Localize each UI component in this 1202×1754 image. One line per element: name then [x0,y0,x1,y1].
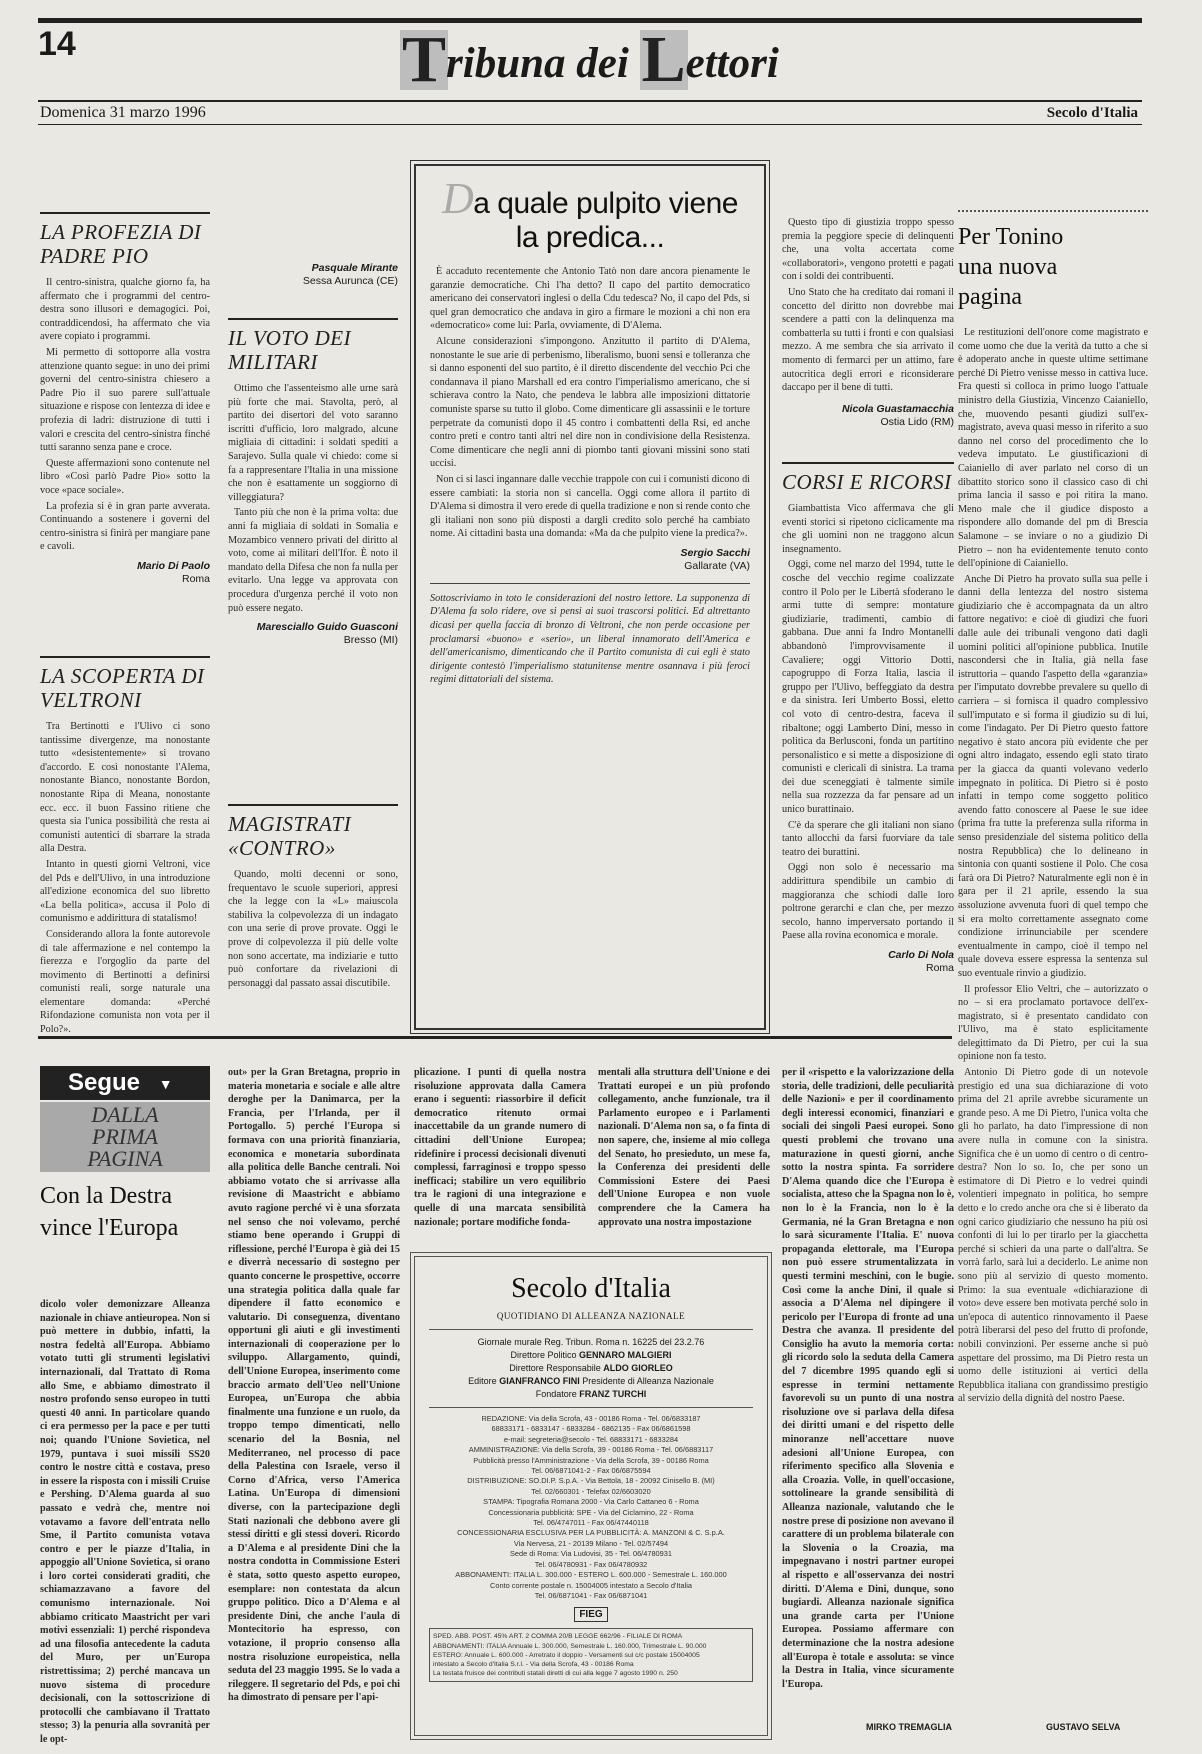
prima-pagina-line: DALLA [91,1102,159,1127]
masthead-registration: Giornale murale Reg. Tribun. Roma n. 16225 del 23.2.76 [477,1337,705,1347]
letter-paragraph: C'è da sperare che gli italiani non siano tanto allocchi da farsi fuorviare da tale teatro dei burattini. [782,819,954,858]
letter-veltroni [40,656,210,1039]
prima-pagina-line: PAGINA [87,1146,163,1171]
continued-col-3 [414,1066,586,1228]
letter-veltroni-signature [228,262,398,288]
section-title-part1: ribuna dei [446,40,640,87]
letter-kicker: LA PROFEZIA DI PADRE PIO [40,212,210,268]
issue-date: Domenica 31 marzo 1996 [40,104,206,121]
letter-city: Bresso (MI) [343,634,398,647]
masthead-detail-line: Tel. 06/4780931 - Fax 06/4780932 [534,1559,648,1569]
continued-text: per il «rispetto e la valorizzazione della storia, delle tradizioni, delle peculiarità delle Nazioni» e per il coordinamento degli interessi economici, finanziari e sociali dei singoli Paesi europei. Sono questi problemi che trovano una maturazione in questi giorni, anche sotto la nostra spinta. Fa sorridere D'Alema quando dice che l'Europa è socialista, atteso che la Spagna non lo è, non lo è la Francia, non lo è la Germania, né la Gran Bretagna e non lo sarà sicuramente l'Italia. E' nuova propaganda elettorale, ma l'Europa non può essere strumentalizzata in questi termini meschini, con le bugie. Così come la anche Dini, il quale si associa a D'Alema nel dipingere il pericolo per l'Europa di fronte ad una Destra che avanza. Il presidente del Consiglio ha avuto la memoria corta: gli ricordo solo la seduta della Camera del 7 dicembre 1995 quando egli si espresse in termini nettamente favorevoli su un punto di una nostra risoluzione ove si parlava della difesa dei diritti umani e del rispetto delle minoranze nell'accettare nuove adesioni all'Unione Europea, con riferimento specifico alla Slovenia e alla Croazia. Volle, in quell'occasione, sottolineare la grande sensibilità di Alleanza nazionale, valutando che le nostre prese di posizione non avevano il carattere di un problema bilaterale con la Slovenia o la Croazia, ma impegnavano i nostri partner europei al rispetto e all'osservanza dei nostri diritti. D'Alema e Dini, dunque, sono bugiardi. Alleanza nazionale significa una grande carta per l'Unione Europea. Possiamo affermare con determinazione che la nostra adesione all'Europa è totale e assoluta: se vince la Destra in Italia, vince sicuramente l'Europa. [782,1067,954,1690]
masthead-subtitle: QUOTIDIANO DI ALLEANZA NAZIONALE [496,1311,686,1321]
letter-magistrati [228,804,398,992]
masthead-box [414,1256,768,1736]
director-name: GENNARO MALGIERI [579,1350,672,1360]
masthead-detail-line: 68833171 - 6833147 - 6833284 - 6862135 - Fax 06/6861598 [491,1424,691,1434]
section-divider [38,1036,952,1039]
letter-paragraph: Il centro-sinistra, qualche giorno fa, ha affermato che i programmi del centro-destra sono illusori e demagogici. Poi, contraddicendosi, ha affermato che vìa avere copiato i programmi. [40,277,210,343]
header-rule-2 [38,124,1142,125]
continued-text: out» per la Gran Bretagna, proprio in materia monetaria e sociale e alle altre deroghe per la Danimarca, per la Francia, per l'Irlanda, per il Portogallo. 5) perché l'Europa si formava con una priorità finanziaria, economica e monetaria subordinata alla politica delle Banche centrali. Noi abbiamo votato che si arrivasse alla revisione di Maastricht e abbiamo avuto ragione perché vi è una sforzata nel senso che noi volevamo, perché stiamo bene operando i Gruppi di riflessione, perché l'Europa è già dei 15 e diverrà necessario di sostegno per quanto concerne le prospettive, occorre una strategia politica dalla quale far dipendere il fatto economico e valutario. Di conseguenza, diventano opportuni gli aiuti e gli investimenti internazionali di cooperazione per lo sviluppo. Allargamento, quindi, dell'Unione Europea, inserimento come braccio armato dell'Ueo nell'Unione Europea, un'Europa che abbia finalmente una funzione e un ruolo, da troppo tempo dimenticati, nello scenario del la Bosnia, nel Mediterraneo, nel processo di pace della Palestina con Israele, verso il Corno d'Africa, verso l'America Latina. Un'Europa di dimensioni diverse, con la partecipazione degli Stati nazionali che debbono avere gli stessi diritti e gli stessi doveri. Ricordo a D'Alema e al presidente Dini che la nostra condotta in Commissione Esteri è stata, sotto questo aspetto europeo, esemplare: non contestata da alcun gruppo politico. Dico a D'Alema e al presidente Dini, che anche l'aula di Montecitorio ha espresso, con votazione, il proprio consenso alla nostra risoluzione europeistica, nella seduta del 23 maggio 1995. Se lo vada a rileggere. Il segretario del Pds, e poi chi ha dimostrato di pensare per l'api- [228,1067,400,1704]
masthead-detail-line: Tel. 06/6871041-2 - Fax 06/6875594 [531,1466,651,1476]
letter-paragraph: Uno Stato che ha creditato dai romani il concetto del diritto non dovrebbe mai scendere a patti con la delinquenza ma combatterla su tutti i fronti e con qualsiasi mezzo. A me sembra che sia arrivato il momento di fermarci per un attimo, fare autocritica degli errori e riconsiderare daccapo per il bene di tutti. [782,286,954,394]
letter-paragraph: Intanto in questi giorni Veltroni, vice del Pds e dell'Ulivo, in una introduzione all'edizione economica del suo libretto «La bella politica», accusa il Polo di comunismo e addirittura di statalismo! [40,858,210,925]
tonino-paragraph: Antonio Di Pietro gode di un notevole prestigio ed una sua dichiarazione di voto prima del 21 aprile avrebbe sicuramente un grande peso. A me Di Pietro, l'unica volta che gli ho parlato, ha dato l'impressione di non avere nulla in comune con la sinistra. Significa che è un uomo di centro o di centro-destra? Non lo so. Io, che per sono un estimatore di Di Pietro e lo vedrei quindi volentieri impegnato in politica, ho sempre detto e lo credo anche ora che si è liberato da ogni carico giudiziario che nessuno ha più osi confonti di lui lo per tirarlo per la giacchetta perché si schieri da una parte o dall'altra. Se vorrà farlo, sarà lui a deciderlo. Le anime non sono più al servizio di questo momento. Primo: la sua eventuale «dichiarazione di voto» deve essere ben motivata perché solo in un'epoca di autentico rinnovamento il Paese potrà liberarsi del peso del frutto di profonde, nobili convinzioni. Per esserne anche si può aspettare del prossimo, ma Di Pietro resta un uomo delle istituzioni ai vertici della Repubblica italiana con grandissimo prestigio al servizio della dignità del nostro Paese. [958,1067,1148,1405]
masthead-footer-line: La testata fruisce dei contributi statali diretti di cui alla legge 7 agosto 1990 n. 250 [433,1670,678,1678]
letter-paragraph: Giambattista Vico affermava che gli eventi storici si ripetono ciclicamente ma che gli uomini non ne traggono alcun insegnamento. [782,503,954,555]
editor-note: Sottoscriviamo in toto le considerazioni del nostro lettore. La supponenza di D'Alema fa solo ridere, ove si pensi ai suoi trascorsi politici. Ed altrettanto dicasi per quella faccia di bronzo di Veltroni, che non perde occasione per proclamarsi «buono» e «serio», un liberal innamorato dell'America e dell'americanismo, dimenticando che il Partito comunista di cui egli è stato dirigente contestò l'imperialismo statunitense mentre osannava i più feroci regimi dittatoriali del sistema. [430,583,750,687]
letter-signature: Carlo Di Nola [888,949,954,961]
masthead-detail-line: Tel. 02/660301 - Telefax 02/6603020 [531,1486,651,1496]
letter-city: Sessa Aurunca (CE) [302,275,398,287]
continued-title: Con la Destra vince l'Europa [40,1183,179,1241]
masthead-detail-line: Conto corrente postale n. 15004005 intestato a Secolo d'Italia [490,1580,692,1590]
masthead-details [429,1414,753,1601]
masthead-detail-line: CONCESSIONARIA ESCLUSIVA PER LA PUBBLICITÀ: A. MANZONI & C. S.p.A. [457,1528,725,1538]
masthead-detail-line: DISTRIBUZIONE: SO.DI.P. S.p.A. - Via Bettola, 18 - 20092 Cinisello B. (MI) [467,1476,715,1486]
newspaper-name: Secolo d'Italia [1046,105,1138,121]
masthead-detail-line: Tel. 06/6871041 - Fax 06/6871041 [534,1590,648,1600]
featured-paragraph: Non ci si lasci ingannare dalle vecchie trappole con cui i comunisti dicono di essere cambiati: la storia non si cancella. Oggi come allora il partito di D'Alema si dimostra il vero erede di quella tradizione e non si rende conto che gli italiani non sono più disposti a dargli credito solo perché ha cambiato nome. Ai cittadini basta una domanda: «Ma da che pulpito viene la predica?». [430,473,750,540]
masthead-detail-line: Sede di Roma: Via Ludovisi, 35 - Tel. 06/4780931 [509,1549,673,1559]
publisher-name: GIANFRANCO FINI [499,1376,580,1386]
masthead-detail-line: AMMINISTRAZIONE: Via della Scrofa, 39 - 00186 Roma - Tel. 06/6883117 [468,1445,714,1455]
manager-name: ALDO GIORLEO [603,1363,673,1373]
section-title-part2: ettori [685,40,779,87]
letter-city: Ostia Lido (RM) [880,415,954,428]
masthead-detail-line: e-mail: segreteria@secolo - Tel. 68833171 - 6833284 [503,1434,679,1444]
continued-col-4 [598,1066,770,1228]
publisher-label: Editore [468,1376,497,1386]
masthead-detail-line: Concessionaria pubblicità: SPE - Via del Ciclamino, 22 - Roma [488,1507,694,1517]
masthead-detail-line: REDAZIONE: Via della Scrofa, 43 - 00186 Roma - Tel. 06/6833187 [481,1414,701,1423]
letter-city: Roma [181,572,210,585]
masthead-footer-line: SPED. ABB. POST. 45% ART. 2 COMMA 20/B LEGGE 662/96 - FILIALE DI ROMA [433,1633,683,1641]
letter-signature: Mario Di Paolo [137,559,210,572]
featured-signature: Sergio Sacchi [680,546,750,559]
continued-col-5 [782,1066,954,1718]
publisher-role: Presidente di Alleanza Nazionale [582,1376,714,1386]
letter-signature: Nicola Guastamacchia [841,402,954,415]
letter-signature: Pasquale Mirante [311,262,398,274]
masthead-footer [429,1628,753,1682]
tonino-paragraph: Anche Di Pietro ha provato sulla sua pelle i danni della lentezza del nostro sistema giudiziario che è accompagnata da un altro fattore negativo: e cioè di giudizi che fuori dalle aule dei tribunali vengono dati dagli uomini politici all'opinione pubblica. Inutile nascondersi che in Italia, già nella fase istruttoria – quando l'aspetto della «garanzia» per l'imputato dovrebbe prevalere su quello di carriera – si fornisca il quadro complessivo sull'imputato e si forma il giudizio su di lui, come l'indagato. Per Di Pietro questo fattore negativo è stato ancora più evidente che per ogni altro indagato, essendo egli stato tirato per la giacca da quanti volevano vederlo impegnato in politica. Di Pietro si è posto infatti in tempo come soggetto politico avendo fatto conoscere al Paese le sue idee (prima fra tutte la preferenza sulla riforma in senso presidenziale del sistema politico della nostra Repubblica) che lo delineano in sintonia con quanti sostiene il Polo. Che cosa farà ora Di Pietro? Naturalmente egli non è in gara per il 21 aprile, essendo la sua assoluzione avvenuta fuori di quel tempo che si era molto correttamente assegnato come condizione irrinunciabile per scendere eventualmente in campo, cioè il tempo nel quale doveva essere espressa la sentenza sul suo eventuale rinvio a giudizio. [958,573,1148,979]
masthead-detail-line: Tel. 06/4747011 - Fax 06/47440118 [533,1518,649,1528]
letter-paragraph: Oggi non solo è necessario ma addirittura spendibile un cambio di maggioranza che schiodi dalle loro poltrone gerarchi e clan che, per mezzo secolo, hanno imperversato portando il Paese alla rovina economica e morale. [782,862,954,942]
down-arrow-icon: ▼ [158,1075,173,1092]
letter-paragraph: Queste affermazioni sono contenute nel libro «Così parlò Padre Pio» sotto la voce «pace sociale». [40,457,210,496]
section-title-cap2: L [641,23,686,96]
prima-pagina-line: PRIMA [92,1124,158,1149]
featured-title-text: a quale pulpito viene la predica... [473,187,738,254]
letter-paragraph: Considerando allora la fonte autorevole di tale affermazione e nel contempo la fierezza e l'orgoglio da parte del movimento di Bertinotti a definirsi comunisti reali, sorge naturale una elementare domanda: «Perché Rifondazione comunista non vota per il Polo?». [40,928,210,1036]
continued-signature: MIRKO TREMAGLIA [866,1722,952,1732]
masthead-footer-line: ESTERO: Annuale L. 600.000 - Arretrato il doppio - Versamenti sul c/c postale 15004005 [433,1651,700,1659]
letter-paragraph: Quando, molti decenni or sono, frequentavo le scuole superiori, appresi che la legge con la «L» maiuscola stabiliva la colpevolezza di un indagato con una serie di prove provate. Oggi le prove di colpevolezza il più delle volte non sono accertate, ma indiziarie e tutto può confortare da rivelazioni di personaggi dal passato assai discutibile. [228,869,398,989]
featured-title [430,174,750,255]
letter-kicker: CORSI E RICORSI [782,462,954,494]
featured-letter-box [414,164,766,1030]
tonino-rule [958,210,1148,212]
letter-kicker: MAGISTRATI «CONTRO» [228,804,398,860]
letter-kicker: IL VOTO DEI MILITARI [228,318,398,374]
tonino-paragraph: Il professor Elio Veltri, che – autorizzato o no – si era proclamato portavoce dell'ex-magistrato, si è presentato candidato con l'Ulivo, ma è stato esplicitamente delegittimato da Di Pietro, per cui la sua opinione non fa testo. [958,983,1148,1063]
manager-label: Direttore Responsabile [509,1363,601,1373]
continued-text: dicolo voler demonizzare Alleanza nazionale in chiave antieuropea. Non si può mettere in dubbio, infatti, la nostra fedeltà all'Europa. Abbiamo votato tutti gli strumenti legislativi internazionali, dal Trattato di Roma allo Sme, e abbiamo dimostrato il nostro profondo senso europeo in tutti questi 40 anni. In particolare quando ci era permesso per la pace e per tutti noi; quando l'Unione Sovietica, nel 1979, puntava i suoi missili SS20 contro le nostre città e costava, preso in essere la risposta con i missili Cruise e Pershing. D'Alema guarda al suo passato e vedrà che, mentre noi votavamo a favore dell'entrata nello Sme, il Partito comunista votava contro e per le piazze d'Italia, in appoggio all'Unione Sovietica, si orano i loro cortei considerati graditi, che schiamazzavano a favore del comunismo internazionale. Noi abbiamo criticato Maastricht per vari motivi essenziali: 1) perché rispondeva ad una filosofia antecedente la caduta del Muro, per un'Europa ristrettissima; 2) perché mancava un nuovo sistema di procedure decisionali, con la sottoscrizione di protocolli che cambiavano il Trattato stesso; 3) la penuria alla sovranità per le opt- [40,1299,210,1745]
letter-giustizia [782,216,954,429]
featured-paragraph: È accaduto recentemente che Antonio Tatò non dare ancora pienamente le garanzie democratiche. Chi l'ha detto? Il capo del partito democratico americano dei conservatori inglesi o della Cdu tedesca? No, il capo del Pds, si quel gran democratico che andava in giro a firmare le mozioni a chi non era «democratico» come lui: Parla, ovviamente, di D'Alema. [430,266,750,332]
featured-city: Gallarate (VA) [684,559,750,572]
header-rule [38,100,1142,102]
masthead-detail-line: Via Nervesa, 21 - 20139 Milano - Tel. 02/57494 [513,1538,669,1548]
letter-paragraph: Questo tipo di giustizia troppo spesso premia la peggiore specie di delinquenti che, una volta accertata come «collaboratori», vengono protetti e pagati con i soldi dei contribuenti. [782,217,954,283]
continued-col-2 [228,1066,400,1746]
tonino-title: Per Tonino una nuova pagina [958,224,1064,310]
letter-kicker: LA SCOPERTA DI VELTRONI [40,656,210,712]
letter-paragraph: La profezia si è in gran parte avverata. Continuando a sostenere i governi del centro-sinistra si finirà per mangiare pane e cavoli. [40,500,211,553]
tonino-signature: GUSTAVO SELVA [1046,1722,1121,1732]
letter-padre-pio [40,212,210,586]
masthead-title: Secolo d'Italia [511,1273,671,1304]
letter-paragraph: Mi permetto di sottoporre alla vostra attenzione quanto segue: in uno dei primi governi del centro-sinistra chiesero a Padre Pio il suo parere sull'attuale situazione e rispose con lentezza di idee e profezia di ladri: distruzione di tutti i valori e crescita del centro-sinistra finché tutti saranno senza pane e croce. [40,346,210,454]
section-title [400,23,779,96]
top-rule [38,18,1142,23]
prima-pagina-box [40,1102,210,1172]
masthead-footer-line: intestato a Secolo d'Italia S.r.l. - Via della Scrofa, 43 - 00186 Roma [433,1660,634,1668]
letter-corsi-ricorsi [782,462,954,975]
masthead-detail-line: ABBONAMENTI: ITALIA L. 300.000 - ESTERO L. 600.000 - Semestrale L. 160.000 [455,1570,727,1580]
founder-label: Fondatore [535,1389,577,1399]
segue-banner [40,1066,210,1100]
letter-city: Roma [925,962,954,974]
featured-title-dropcap: D [442,174,474,223]
director-label: Direttore Politico [510,1350,577,1360]
masthead-detail-line: STAMPA: Tipografia Romana 2000 - Via Carlo Cattaneo 6 - Roma [483,1497,699,1507]
fieg-logo: FIEG [574,1607,607,1622]
tonino-paragraph: Le restituzioni dell'onore come magistrato e come uomo che due la verità da tutto a che si è adoperato anche in queste ultime settimane perché Di Pietro venisse messo in cattiva luce. Fra questi si colloca in primo luogo l'attuale ministro della Giustizia, Vincenzo Caianiello, che, muovendo pesanti giudizi sull'ex-magistrato, aveva quasi messo in riferito a suo danno nel corso del procedimento che lo vedeva imputato. Le giustificazioni di Caianiello di aver parlato nel corso di un dibattito storico sono il classico caso di chi prima lancia il sasso e poi ritira la mano. Meno male che il giudice disposto a rispondere allo domande del pm di Brescia Salamone – se inviare o no a giudizio Di Pietro – non ha evidentemente tenuto conto dell'opinione di Caianiello. [958,327,1148,570]
letter-paragraph: Ottimo che l'assenteismo alle urne sarà più forte che mai. Stavolta, però, al partito dei disertori del voto saranno iscritti d'ufficio, loro malgrado, alcune migliaia di cittadini: i soldati spediti a Sarajevo. Sulla quale vi chiedo: come si fa a rappresentare l'Italia in una missione che non è esattamente un soggiorno di villeggiatura? [228,383,398,503]
segue-label: Segue [68,1069,141,1096]
letter-militari [228,318,398,647]
letter-signature: Maresciallo Guido Guasconi [256,621,398,634]
letter-paragraph: Oggi, come nel marzo del 1994, tutte le cosche del vecchio regime coalizzate contro il Polo per le Libertà sfoderano le armi tutte di sempre: montature giudiziarie, tradimenti, cambio di gabbana. Due anni fa Indro Montanelli abbandonò l'improvvisamente il Cavaliere; oggi Vittorio Dotti, capogruppo di Forza Italia, lascia il gruppo per l'Ulivo, beffeggiato da destra e da sinistra. Ieri Umberto Bossi, eletto col voto di centro-destra, faceva il ribaltone; oggi Lamberto Dini, messo in politica da Berlusconi, fonda un partitino personalistico e si mette a disposizione di comunisti e clericali di sinistra. La trama dei due sceneggiati è talmente simile nella sua rozzezza da far pensare ad un unico burattinaio. [782,559,954,816]
page-number: 14 [38,25,76,63]
continued-text: mentali alla struttura dell'Unione e dei Trattati europei e un più profondo collegamento, anche funzionale, tra il Parlamento europeo e i Parlamenti nazionali. D'Alema non sa, o fa finta di non sapere, che, insieme al mio collega del Senato, ho presieduto, un mese fa, la Conferenza dei presidenti delle Commissioni Estere dei Paesi dell'Unione Europea e non vuole comprendere che la Camera ha approvato una nostra impostazione [598,1067,770,1228]
tonino-article [958,210,1148,1720]
letter-paragraph: Tanto più che non è la prima volta: due anni fa migliaia di soldati in Somalia e Mozambico vennero privati del diritto al voto, come ai militari dell'Ifor. È noto il mandato della Difesa che non fa nulla per evitarlo. Una legge va approvata con procedura d'urgenza perché il voto non può essere negato. [228,507,399,614]
featured-paragraph: Alcune considerazioni s'impongono. Anzitutto il partito di D'Alema, nonostante le sue arie di perbenismo, liberalismo, buoni sensi e tolleranza che si danno esponenti del suo partito, è il diretto discendente del vecchio Pci che condannava il piano Marshall ed era contro l'imperialismo americano, che si schierava contro la Nato, che pendeva le labbra alle imposizioni dittatorie comuniste sparse su tutto il globo. Come dimenticare gli assassinii e le torture perpetrate da comunisti dopo il 45 contro i combattenti della Rsi, ed anche contro preti e contro tanti altri nel dire non in condivisione della Resistenza. Come dimenticare che negli anni di piombo tanti giovani missini sono stati uccisi. [430,335,750,470]
section-title-cap1: T [402,23,447,96]
continued-text: plicazione. I punti di quella nostra risoluzione approvata dalla Camera erano i seguenti: riassorbire il deficit democratico ritenuto ormai inaccettabile da un grande numero di cittadini dell'Unione Europea; ridefinire i processi decisionali divenuti complessi, farraginosi e troppo spesso inefficaci; stabilire un vero equilibrio tra le ragioni di una integrazione e quelle di una marcata sensibilità nazionale; portare modifiche fonda- [414,1067,586,1228]
letter-paragraph: Tra Bertinotti e l'Ulivo ci sono tantissime divergenze, ma nonostante tutto «desistentemente» si trovano d'accordo. E così nonostante l'Alema, nonostante Bianco, nonostante Bordon, nonostante Ripa di Meana, nonostante ecc. ecc. il buon Fassino ritiene che questa sia l'unica possibilità che resta ai comunisti autentici di sbarrare la strada alla Destra. [40,721,210,855]
masthead-detail-line: Pubblicità presso l'Amministrazione - Via della Scrofa, 39 - 00186 Roma [473,1455,709,1465]
founder-name: FRANZ TURCHI [579,1389,647,1399]
continued-col-1 [40,1298,210,1746]
masthead-footer-line: ABBONAMENTI: ITALIA Annuale L. 300.000, Semestrale L. 160.000, Trimestrale L. 90.000 [433,1642,707,1650]
